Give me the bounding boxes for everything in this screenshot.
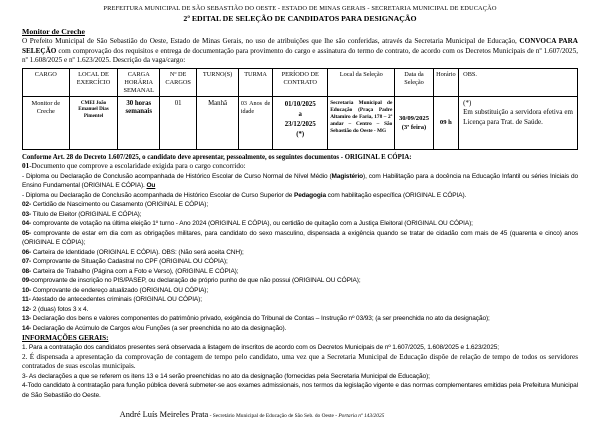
document-item: [22, 305, 578, 315]
col-header-n-cargos: Nº DE CARGOS: [160, 68, 197, 96]
col-header-local-exercicio: LOCAL DE EXERCÍCIO: [69, 68, 118, 96]
obs-asterisk: (*): [463, 98, 472, 107]
document-item-segment: -Documento que comprove a escolaridade exigida para o cargo concorrido:: [29, 162, 246, 171]
document-item-segment: com habilitação específica (ORIGINAL E CÓPIA).: [325, 191, 467, 199]
intro-convoca-bold: CONVOCA PARA SELEÇÃO: [22, 37, 578, 55]
col-header-horario: Horário: [433, 68, 459, 96]
cell-n-cargos: 01: [160, 96, 197, 149]
col-header-turma: TURMA: [238, 68, 272, 96]
cell-local-selecao: Secretaria Municipal de Educação (Praça Padre Altamiro de Faria, 178 – 2º andar – Centro – São Sebastião do Oeste - MG: [328, 96, 395, 149]
info-item: [22, 353, 578, 372]
vacancy-table-header-row: [23, 68, 578, 96]
col-header-carga-horaria: CARGA HORÁRIA SEMANAL: [118, 68, 160, 96]
signature-role: - Secretário Municipal de Educação de São Seb. do Oeste -: [208, 413, 339, 420]
periodo-asterisk: (*): [296, 130, 305, 138]
cell-local-exercicio: CMEI João Emanuel Dias Pimentel: [69, 96, 118, 149]
document-item-segment: 14-: [22, 324, 32, 332]
obs-text: Em substituição a servidora efetiva em Licença para Trat. de Saúde.: [463, 108, 573, 126]
info-list: [22, 343, 578, 400]
intro-text-1: O Prefeito Municipal de São Sebastião do Oeste, Estado de Minas Gerais, no uso de atribuições que lhe são conferidas, através da Secretaria Municipal de Educação,: [22, 37, 520, 45]
document-item-segment: 05-: [22, 229, 32, 237]
vacancy-row: [23, 96, 578, 149]
col-header-periodo: PERÍODO DE CONTRATO: [273, 68, 328, 96]
cell-horario: 09 h: [433, 96, 459, 149]
col-header-data-selecao: Data da Seleção: [395, 68, 433, 96]
document-item-segment: Ou: [146, 182, 156, 190]
document-item: [22, 286, 578, 296]
document-item-segment: 03-: [22, 210, 32, 218]
document-item-segment: comprovante de estar em dia com as obrigações militares, para candidato do sexo masculino, dispensada a exigência quando se tratar de cidadão com mais de 45 (quarenta e cinco) anos (ORIGINAL E CÓPIA);: [22, 229, 578, 247]
col-header-obs: OBS.: [459, 68, 578, 96]
document-item: [22, 200, 578, 210]
col-header-cargo: CARGO: [23, 68, 70, 96]
selecao-date: 30/09/2025: [398, 114, 429, 122]
selecao-weekday: (3ª feira): [401, 123, 427, 131]
document-item: [22, 219, 578, 229]
document-item-segment: 08-: [22, 267, 32, 275]
document-item-segment: 11-: [22, 296, 31, 304]
document-item-segment: - Diploma ou Declaração de Conclusão acompanhada de Histórico Escolar de Curso Normal de Nível Médio (: [22, 172, 332, 180]
document-item-segment: comprovante de votação na última eleição 1º turno - Ano 2024 (ORIGINAL E CÓPIA), ou certidão de quitação com a Justiça Eleitoral (ORIGINAL OU CÓPIA);: [31, 220, 473, 228]
cell-turnos: Manhã: [197, 96, 239, 149]
intro-paragraph: [22, 37, 578, 66]
document-item: [22, 162, 578, 172]
document-header: [22, 5, 578, 24]
cell-carga-horaria: 30 horas semanais: [118, 96, 160, 149]
document-item-segment: 12-: [22, 305, 32, 313]
cell-obs: [459, 96, 578, 149]
conforme-line: Conforme Art. 28 do Decreto 1.607/2025, o candidato deve apresentar, pessoalmente, os seguintes documentos - ORIGINAL E CÓPIA:: [22, 153, 412, 161]
periodo-connector: a: [298, 110, 302, 118]
document-item-segment: Comprovante de endereço atualizado (ORIGINAL OU CÓPIA);: [31, 286, 209, 294]
info-item-segment: 2. É dispensada a apresentação da comprovação de contagem de tempo pelo candidato, uma vez que a Secretaria Municipal de Educação dispõe de relação de tempo de todos os servidores contratados de suas escolas municipais.: [22, 352, 578, 371]
document-item-segment: comprovante de inscrição no PIS/PASEP, ou declaração de próprio punho de que não possui (ORIGINAL OU CÓPIA);: [31, 277, 361, 285]
document-item: [22, 324, 578, 334]
document-item: [22, 229, 578, 248]
document-item: [22, 172, 578, 191]
info-item: [22, 343, 578, 353]
document-item-segment: 06-: [22, 248, 32, 256]
document-item-segment: 04-: [22, 220, 32, 228]
info-item-segment: 4-Todo candidato à contratação para função pública deverá submeter-se aos exames admissionais, nos termos da legislação vigente e das normas complementares emitidas pela Prefeitura Municipal de São Sebastião do Oeste.: [22, 382, 578, 399]
document-item-segment: 02-: [22, 201, 32, 209]
document-item-segment: 13-: [22, 315, 32, 323]
document-item-segment: Magistério: [331, 172, 364, 180]
document-item: [22, 210, 578, 220]
document-item: [22, 267, 578, 277]
col-header-local-selecao: Local da Seleção: [328, 68, 395, 96]
col-header-turnos: TURNO(S): [197, 68, 239, 96]
periodo-start-date: 01/10/2025: [284, 100, 316, 108]
document-item-segment: Comprovante de Situação Cadastral no CPF (ORIGINAL OU CÓPIA);: [31, 258, 228, 266]
cell-cargo: Monitor de Creche: [23, 96, 70, 149]
document-item: [22, 295, 578, 305]
info-item: [22, 381, 578, 400]
document-item-segment: 07-: [22, 258, 32, 266]
document-item: [22, 257, 578, 267]
cell-data-selecao: [395, 96, 433, 149]
document-item: [22, 314, 578, 324]
document-item-segment: - Diploma ou Declaração de Conclusão acompanhada de Histórico Escolar de Curso Superior de: [22, 191, 294, 199]
position-title: Monitor de Creche: [22, 27, 85, 36]
document-item-segment: Declaração dos bens e valores componentes do patrimônio privado, exigência do Tribunal de Contas – Instrução nº 03/93; (a ser preenchida no ato da designação);: [31, 315, 490, 323]
info-item: [22, 372, 578, 382]
document-item-segment: Título de Eleitor (ORIGINAL E CÓPIA);: [31, 210, 142, 218]
document-item: [22, 276, 578, 286]
document-item: [22, 248, 578, 258]
periodo-end-date: 23/12/2025: [284, 120, 316, 128]
document-item-segment: Pedagogia: [294, 191, 326, 199]
cell-periodo-contrato: [273, 96, 328, 149]
document-item-segment: Carteira de Identidade (ORIGINAL E CÓPIA). OBS: (Não será aceita CNH);: [31, 248, 244, 256]
vacancy-table: [22, 68, 578, 150]
document-item: [22, 191, 578, 201]
document-item-segment: 01: [22, 162, 30, 171]
info-item-segment: 1. Para a contratação dos candidatos presentes será observada a listagem de inscritos de acordo com os Decretos Municipais de nº 1.607/2025, 1.608/2025 e 1.623/2025;: [22, 344, 499, 352]
intro-text-2: com comprovação dos requisitos e entrega de documentação para provimento do cargo e assinatura do termo de contrato, de acordo com os Decretos Municipais de nº 1.607/2025, nº 1.608/2025 e nº 1.623/2025. Descrição da vaga/cargo:: [22, 46, 578, 65]
document-item-segment: 09-: [22, 277, 32, 285]
document-item-segment: ), com Habilitação para a docência na Educação Infantil ou séries Iniciais do Ensino Fundamental (ORIGINAL E CÓPIA).: [22, 172, 579, 190]
cell-turma: 03 Anos de idade: [238, 96, 272, 149]
document-item-segment: Certidão de Nascimento ou Casamento (ORIGINAL E CÓPIA);: [31, 201, 209, 209]
documents-list: [22, 162, 578, 333]
signature-line: [0, 404, 530, 422]
document-item-segment: 10-: [22, 286, 32, 294]
signature-name: André Luís Meireles Prata: [119, 410, 209, 420]
signature-portaria: Portaria nº 143/2025: [338, 413, 385, 420]
document-item-segment: Declaração de Acúmulo de Cargos e/ou Funções (a ser preenchida no ato da designação).: [31, 324, 287, 332]
info-title: INFORMAÇÕES GERAIS:: [22, 334, 109, 343]
document-item-segment: 2 (duas) fotos 3 x 4.: [31, 305, 89, 313]
edital-title: 2º EDITAL DE SELEÇÃO DE CANDIDATOS PARA DESIGNAÇÃO: [183, 14, 417, 23]
municipality-header: PREFEITURA MUNICIPAL DE SÃO SEBASTIÃO DO OESTE - ESTADO DE MINAS GERAIS - SECRETARIA MUNICIPAL DE EDUCAÇÃO: [103, 5, 497, 12]
document-item-segment: Carteira de Trabalho (Página com a Foto e Verso), (ORIGINAL E CÓPIA);: [31, 267, 239, 275]
info-item-segment: 3- As declarações a que se referem os itens 13 e 14 serão preenchidas no ato da designação (fornecidas pela Secretaria Municipal de Educação);: [22, 372, 430, 380]
document-item-segment: Atestado de antecedentes criminais (ORIGINAL OU CÓPIA);: [30, 296, 202, 304]
